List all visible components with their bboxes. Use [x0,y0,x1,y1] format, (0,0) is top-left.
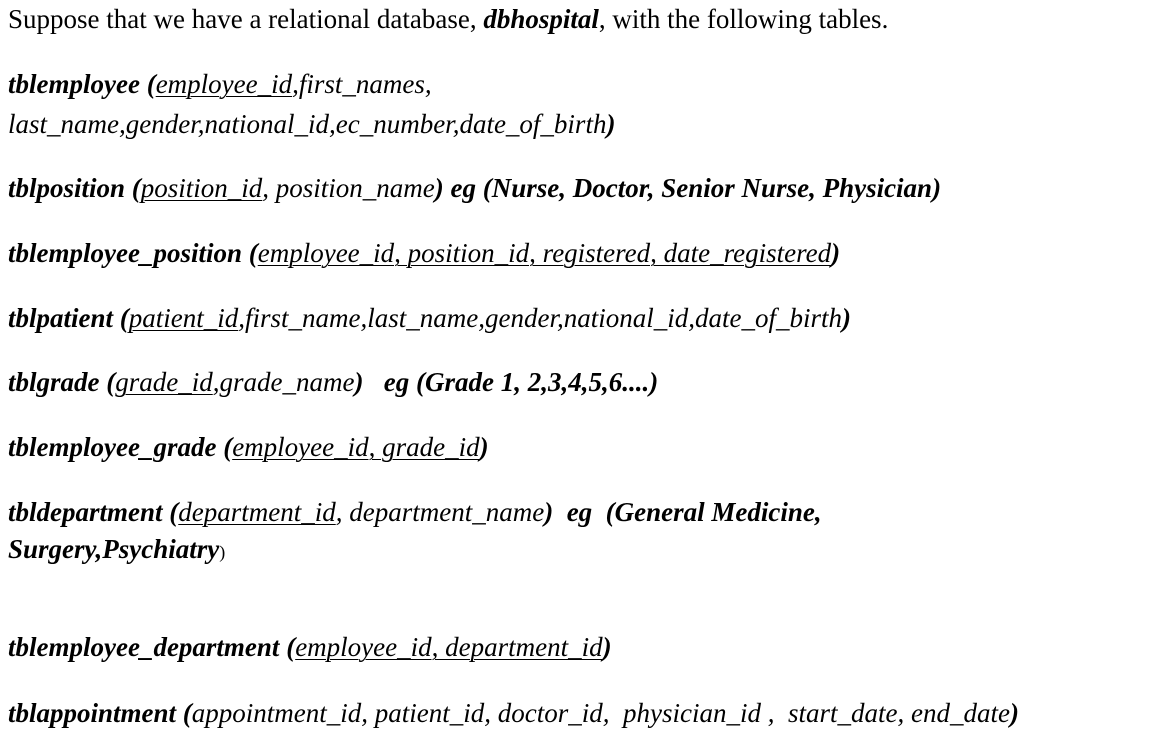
close-paren: ) [354,367,364,397]
close-paren: ) [219,542,226,562]
table-columns: appointment_id, patient_id, doctor_id, physician_id , start_date, end_date [191,698,1010,728]
example-values: eg (General Medicine, [553,497,822,527]
open-paren: ( [139,69,156,99]
open-paren: ( [125,173,141,203]
intro-suffix: , with the following tables. [598,4,889,34]
intro-sentence [8,3,888,35]
table-position [8,172,941,204]
table-columns: , department_name [335,497,545,527]
table-columns: ,first_names, [292,69,432,99]
close-paren: ) [479,432,489,462]
primary-key: position_id [140,173,263,203]
table-columns: , position_name [262,173,435,203]
example-values: eg (Nurse, Doctor, Senior Nurse, Physician) [443,173,942,203]
table-name: tblgrade [8,367,100,397]
close-paren: ) [842,303,851,333]
example-values: eg (Grade 1, 2,3,4,5,6....) [363,367,659,397]
table-employee-position [8,237,840,269]
open-paren: ( [176,698,192,728]
table-columns: last_name,gender,national_id,ec_number,date_of_birth [8,109,607,139]
table-name: tblappointment [8,698,177,728]
table-appointment [8,697,1019,729]
table-employee-line2 [8,108,615,140]
example-values: Surgery,Psychiatry [8,534,220,564]
primary-key: employee_id, grade_id [232,432,480,462]
primary-key: employee_id, position_id, registered, date_registered [257,238,832,268]
table-columns: ,first_name,last_name,gender,national_id,date_of_birth [238,303,842,333]
table-department-line2 [8,533,225,568]
primary-key: employee_id [155,69,293,99]
table-employee-grade [8,431,489,463]
close-paren: ) [1009,698,1019,728]
open-paren: ( [279,632,296,662]
open-paren: ( [241,238,258,268]
primary-key: grade_id [115,367,213,397]
primary-key: patient_id [128,303,239,333]
close-paren: ) [544,497,554,527]
open-paren: ( [162,497,179,527]
intro-prefix: Suppose that we have a relational database, [8,4,484,34]
table-name: tblemployee_position [8,238,242,268]
close-paren: ) [606,109,616,139]
table-employee-department [8,631,612,663]
table-name: tblemployee_department [8,632,280,662]
table-columns: ,grade_name [212,367,355,397]
table-employee-line1 [8,68,432,100]
table-patient [8,302,851,334]
table-department-line1 [8,496,822,528]
table-name: tblemployee [8,69,140,99]
table-name: tbldepartment [8,497,163,527]
table-grade [8,366,658,398]
table-name: tblemployee_grade [8,432,217,462]
database-name: dbhospital [483,4,599,34]
close-paren: ) [602,632,612,662]
primary-key: employee_id, department_id [295,632,603,662]
open-paren: ( [99,367,116,397]
table-name: tblpatient [8,303,114,333]
open-paren: ( [113,303,129,333]
primary-key: department_id [178,497,336,527]
table-name: tblposition [8,173,126,203]
open-paren: ( [216,432,233,462]
close-paren: ) [434,173,444,203]
close-paren: ) [831,238,841,268]
